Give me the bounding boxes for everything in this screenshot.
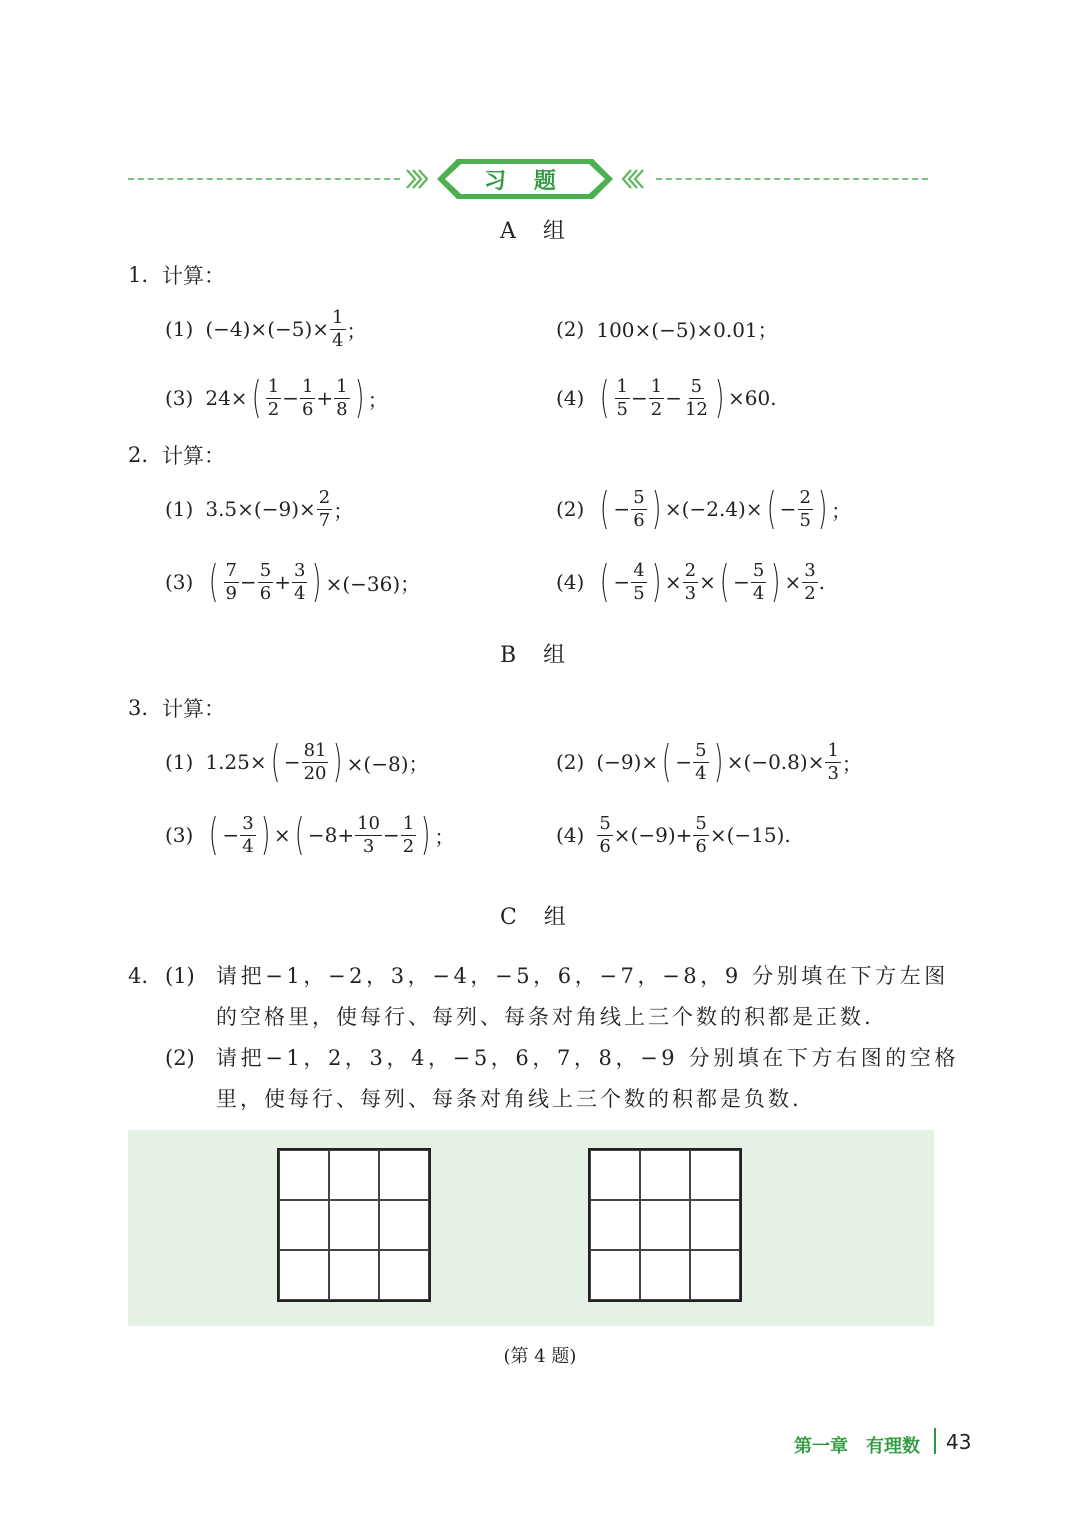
right-paren: ) — [333, 736, 343, 787]
numerator: 1 — [336, 375, 348, 397]
q3-p1-label: (1) — [165, 750, 194, 774]
q1-part2 — [556, 314, 778, 343]
left-paren: ( — [294, 809, 304, 860]
minus-sign: − — [613, 570, 631, 594]
fraction — [751, 559, 766, 604]
denominator: 5 — [799, 509, 811, 531]
figure-caption: (第 4 题) — [503, 1346, 577, 1367]
numerator: 1 — [650, 375, 663, 397]
header-dash-left — [128, 178, 400, 180]
fraction — [258, 559, 273, 604]
minus-sign: − — [779, 497, 797, 521]
left-paren: ( — [209, 809, 219, 860]
numerator: 4 — [633, 559, 645, 581]
numerator: 3 — [804, 559, 816, 581]
q4-p2-line2: 里，使每行、每列、每条对角线上三个数的积都是负数. — [216, 1087, 802, 1111]
denominator: 4 — [242, 835, 254, 857]
operator: − — [282, 386, 299, 410]
minus-sign: − — [222, 823, 240, 847]
fraction — [683, 559, 698, 604]
grid-cell[interactable] — [329, 1250, 379, 1300]
denominator: 5 — [633, 582, 645, 604]
operator: − — [383, 823, 400, 847]
fraction — [631, 486, 646, 531]
fraction — [302, 739, 329, 784]
q1-number: 1. — [128, 263, 149, 287]
right-paren: ) — [312, 556, 322, 607]
numerator: 1 — [267, 375, 280, 397]
denominator: 7 — [318, 509, 331, 531]
left-paren: ( — [662, 736, 672, 787]
left-paren: ( — [270, 736, 280, 787]
fraction — [334, 375, 349, 420]
fraction — [240, 812, 255, 857]
q4-p2-line1: 请把−1，2，3，4，−5，6，7，8，−9 分别填在下方右图的空格 — [216, 1046, 960, 1070]
q3-number: 3. — [128, 696, 149, 720]
q1-p1-fraction — [330, 306, 345, 351]
q2-p4-label: (4) — [556, 570, 585, 594]
q4-p1-line1: 请把−1，−2，3，−4，−5，6，−7，−8，9 分别填在下方左图 — [216, 964, 949, 988]
numerator: 5 — [633, 486, 645, 508]
numerator: 81 — [303, 739, 327, 761]
denominator: 3 — [362, 835, 375, 857]
denominator: 6 — [259, 582, 272, 604]
q1-p3-pre: 24× — [205, 386, 248, 410]
grid-cell[interactable] — [640, 1250, 690, 1300]
q4-p1-label: (1) — [165, 964, 195, 988]
q2-p4-end: . — [818, 570, 826, 594]
group-b-title: B 组 — [500, 643, 576, 668]
fraction — [631, 559, 646, 604]
q1-p1-expr: (−4)×(−5)× — [205, 317, 330, 341]
q2-number: 2. — [128, 443, 149, 467]
right-grid — [588, 1148, 742, 1302]
q2-part4 — [556, 557, 825, 607]
fraction — [355, 812, 382, 857]
left-paren: ( — [719, 556, 730, 607]
q3-heading — [128, 693, 225, 723]
right-paren: ) — [260, 809, 271, 860]
denominator: 6 — [633, 509, 645, 531]
q2-part2 — [556, 484, 851, 534]
grid-cell[interactable] — [329, 1150, 379, 1200]
right-paren: ) — [354, 372, 364, 423]
q1-p3-end: ； — [367, 387, 388, 412]
fraction — [802, 559, 817, 604]
right-paren: ) — [771, 556, 781, 607]
right-paren: ) — [714, 372, 725, 423]
left-paren: ( — [766, 483, 776, 534]
q3-p4-label: (4) — [556, 823, 585, 847]
minus-sign: − — [733, 570, 750, 594]
q4-p2-label: (2) — [165, 1046, 195, 1070]
q3-p2-label: (2) — [556, 750, 585, 774]
fraction — [597, 812, 612, 857]
q3-p2-mid: ×(−0.8)× — [726, 750, 825, 774]
fraction — [292, 559, 307, 604]
group-a-title: A 组 — [500, 219, 575, 244]
fraction — [683, 375, 710, 420]
footer-section: 有理数 — [866, 1436, 920, 1457]
denominator: 3 — [684, 582, 697, 604]
numerator: 3 — [242, 812, 254, 834]
grid-cell[interactable] — [640, 1150, 690, 1200]
numerator: 10 — [357, 812, 380, 834]
fraction — [649, 375, 664, 420]
q3-p3-inner: −8+ — [307, 823, 355, 847]
grid-cell[interactable] — [379, 1250, 429, 1300]
fraction — [300, 375, 315, 420]
q4-p1-line2: 的空格里，使每行、每列、每条对角线上三个数的积都是正数. — [216, 1005, 874, 1029]
numerator: 1 — [402, 812, 415, 834]
denominator: 20 — [303, 762, 327, 784]
grid-cell[interactable] — [690, 1200, 740, 1250]
left-paren: ( — [251, 372, 261, 423]
q1-heading — [128, 260, 225, 290]
q2-p3-end: ×(−36)； — [325, 571, 421, 596]
right-paren: ) — [421, 809, 431, 860]
denominator: 2 — [402, 835, 415, 857]
q2-p2-end: ； — [831, 498, 852, 523]
denominator: 5 — [616, 398, 628, 420]
q2-p2-mid: ×(−2.4)× — [664, 497, 763, 521]
fraction — [825, 739, 840, 784]
operator: + — [316, 386, 334, 410]
q1-instruction: 计算： — [162, 264, 226, 288]
denominator: 2 — [267, 398, 280, 420]
q3-part3 — [165, 810, 454, 860]
q2-instruction: 计算： — [162, 444, 226, 468]
fraction — [266, 375, 281, 420]
right-paren: ) — [651, 483, 662, 534]
q1-part4 — [556, 373, 777, 423]
grid-cell[interactable] — [590, 1150, 640, 1200]
q3-part1 — [165, 737, 429, 787]
grid-cell[interactable] — [640, 1200, 690, 1250]
denominator: 6 — [599, 835, 611, 857]
q3-p3-end: ； — [434, 824, 455, 849]
operator: + — [274, 570, 291, 594]
q3-p4-mid: ×(−9)+ — [613, 823, 693, 847]
fraction — [615, 375, 630, 420]
q4-number: 4. — [128, 964, 149, 988]
q1-part1 — [165, 304, 367, 354]
q1-p2-label: (2) — [556, 316, 585, 341]
q2-part1 — [165, 484, 353, 534]
minus-sign: − — [675, 750, 693, 774]
denominator: 6 — [301, 398, 314, 420]
q3-p1-pre: 1.25× — [205, 750, 267, 774]
numerator: 2 — [684, 559, 697, 581]
q3-p1-end: ×(−8)； — [346, 751, 429, 776]
operator: − — [665, 386, 682, 410]
q2-p2-label: (2) — [556, 497, 585, 521]
header-title: 习 题 — [484, 169, 566, 194]
numerator: 2 — [318, 486, 331, 508]
left-grid — [277, 1148, 431, 1302]
q3-instruction: 计算： — [162, 697, 226, 721]
denominator: 2 — [804, 582, 816, 604]
denominator: 4 — [332, 329, 344, 351]
left-paren: ( — [600, 483, 610, 534]
operator: × — [699, 570, 716, 594]
minus-sign: − — [613, 497, 631, 521]
figure-panel — [128, 1130, 934, 1326]
q2-p1-end: ； — [333, 498, 354, 523]
numerator: 1 — [301, 375, 314, 397]
grid-cell[interactable] — [690, 1250, 740, 1300]
denominator: 6 — [695, 835, 707, 857]
group-c-title: C 组 — [500, 905, 576, 930]
operator: × — [784, 570, 802, 594]
q1-p3-label: (3) — [165, 386, 194, 410]
numerator: 7 — [225, 559, 237, 581]
grid-cell[interactable] — [690, 1150, 740, 1200]
q3-p2-pre: (−9)× — [596, 750, 659, 774]
numerator: 1 — [332, 306, 344, 328]
header-dash-right — [656, 178, 928, 180]
q1-p2-expr: 100×(−5)×0.01； — [596, 318, 778, 342]
grid-cell[interactable] — [279, 1200, 329, 1250]
operator: × — [273, 823, 291, 847]
q3-part2 — [556, 737, 862, 787]
numerator: 5 — [599, 812, 611, 834]
left-paren: ( — [209, 556, 219, 607]
numerator: 5 — [259, 559, 272, 581]
grid-cell[interactable] — [279, 1150, 329, 1200]
q3-p3-label: (3) — [165, 823, 194, 847]
q1-part3 — [165, 373, 388, 423]
denominator: 4 — [293, 582, 306, 604]
grid-cell[interactable] — [590, 1250, 640, 1300]
grid-cell[interactable] — [379, 1200, 429, 1250]
q1-p4-label: (4) — [556, 386, 585, 410]
numerator: 5 — [690, 375, 703, 397]
fraction — [224, 559, 239, 604]
right-paren: ) — [713, 736, 723, 787]
grid-cell[interactable] — [379, 1150, 429, 1200]
fraction — [401, 812, 416, 857]
footer-divider — [934, 1428, 936, 1454]
minus-sign: − — [283, 750, 301, 774]
grid-cell[interactable] — [590, 1200, 640, 1250]
denominator: 9 — [225, 582, 237, 604]
operator: − — [630, 386, 648, 410]
fraction — [693, 739, 708, 784]
left-paren: ( — [600, 372, 610, 423]
numerator: 5 — [695, 739, 707, 761]
right-paren: ) — [651, 556, 662, 607]
page-number: 43 — [946, 1430, 972, 1454]
q3-p2-end: ； — [841, 751, 862, 776]
q2-p3-label: (3) — [165, 570, 194, 594]
q3-part4 — [556, 810, 791, 860]
right-paren: ) — [817, 483, 828, 534]
denominator: 4 — [695, 762, 707, 784]
denominator: 3 — [827, 762, 839, 784]
q2-p1-expr: 3.5×(−9)× — [205, 497, 316, 521]
q1-p4-end: ×60. — [728, 386, 777, 410]
numerator: 2 — [799, 486, 811, 508]
numerator: 1 — [616, 375, 628, 397]
numerator: 5 — [752, 559, 765, 581]
denominator: 12 — [684, 398, 708, 420]
fraction — [798, 486, 813, 531]
numerator: 5 — [695, 812, 707, 834]
numerator: 1 — [827, 739, 839, 761]
fraction — [693, 812, 708, 857]
q3-p4-end: ×(−15). — [709, 823, 791, 847]
q2-p1-label: (1) — [165, 497, 194, 521]
grid-cell[interactable] — [279, 1250, 329, 1300]
denominator: 8 — [336, 398, 348, 420]
operator: × — [664, 570, 682, 594]
fraction — [317, 486, 332, 531]
q1-p1-label: (1) — [165, 317, 194, 341]
left-paren: ( — [600, 556, 610, 607]
grid-cell[interactable] — [329, 1200, 379, 1250]
q2-part3 — [165, 557, 420, 607]
denominator: 4 — [752, 582, 765, 604]
denominator: 2 — [650, 398, 663, 420]
footer-chapter: 第一章 — [794, 1436, 848, 1457]
q1-p1-end: ； — [346, 318, 367, 343]
numerator: 3 — [293, 559, 306, 581]
operator: − — [239, 570, 257, 594]
q2-heading — [128, 440, 225, 470]
